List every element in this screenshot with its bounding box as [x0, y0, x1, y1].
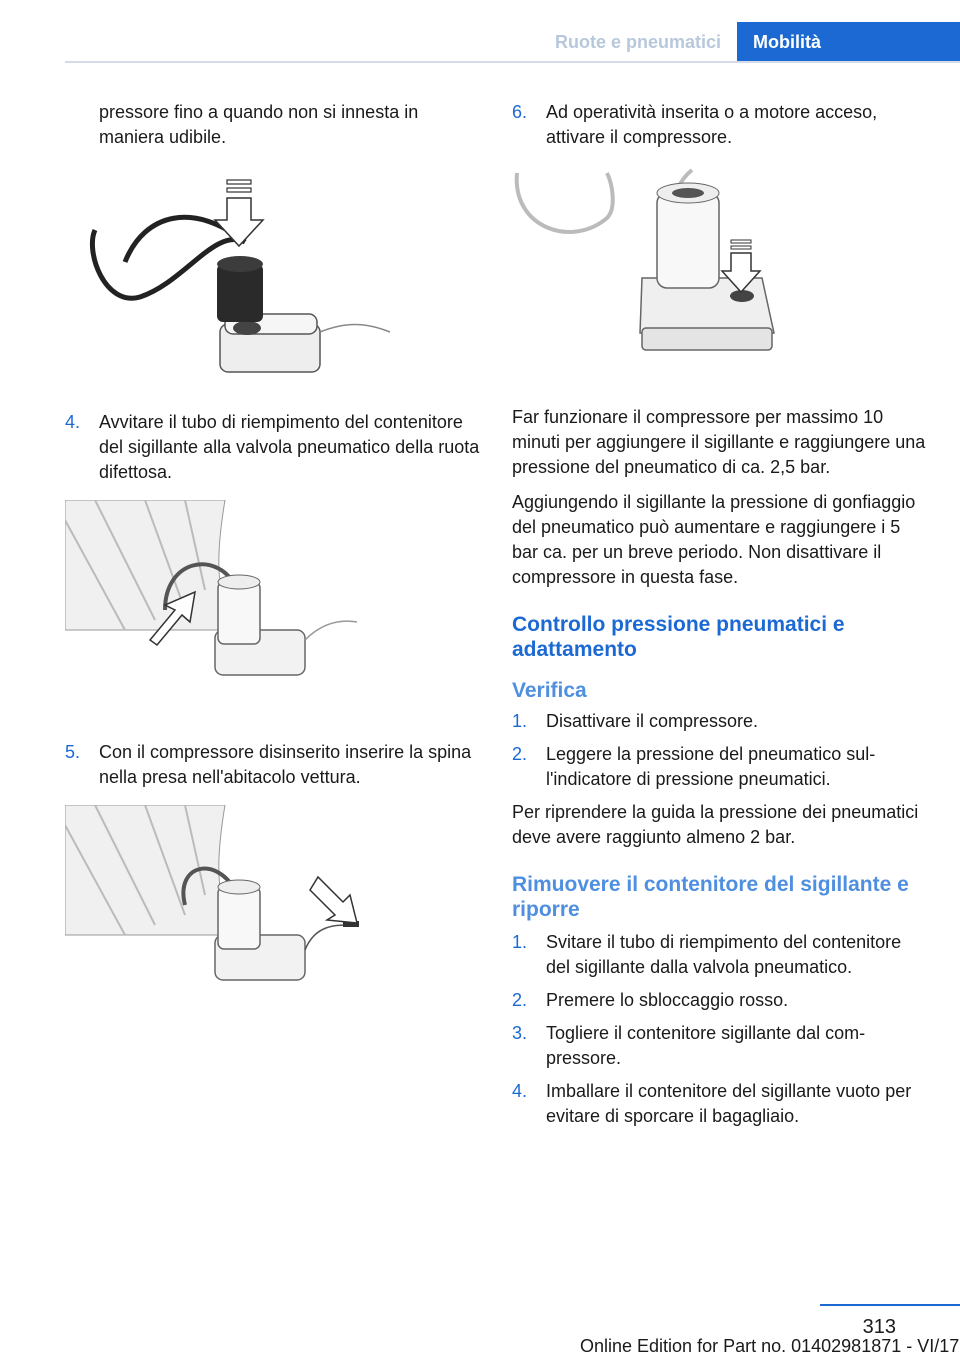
compressor-duration-text: Far funzionare il compressore per massimo 10 minuti per aggiungere il sigillante e raggiungere una pressione del pneumatico di ca. 2,5 bar. — [512, 407, 926, 477]
step-4-text: Avvitare il tubo di riempimento del contenitore del sigillante alla valvola pneumatico della ruota difettosa. — [99, 412, 480, 482]
remove-step-3-text: Togliere il contenitore sigillante dal compressore. — [546, 1023, 866, 1068]
left-step-5 — [65, 740, 485, 790]
plug-socket-illustration — [65, 805, 365, 990]
min-pressure-text: Per riprendere la guida la pressione dei pneumatici deve avere raggiunto almeno 2 bar. — [512, 802, 919, 847]
remove-step-3-number: 3. — [512, 1023, 528, 1043]
check-step-1 — [512, 709, 930, 734]
right-step-6 — [512, 100, 930, 150]
intro-text: pressore fino a quando non si innesta in maniera udibile. — [99, 102, 419, 147]
remove-step-2-text: Premere lo sbloccaggio rosso. — [546, 990, 789, 1010]
check-step-1-text: Disattivare il compressore. — [546, 711, 759, 731]
step-5 — [65, 740, 485, 790]
remove-step-4 — [512, 1079, 930, 1129]
check-step-2 — [512, 742, 930, 792]
edition-footer: Online Edition for Part no. 01402981871 - VI/17 — [580, 1336, 960, 1356]
step-4 — [65, 410, 485, 485]
remove-step-2 — [512, 988, 930, 1013]
remove-step-4-text: Imballare il contenitore del sigillante vuoto per evitare di sporcare il bagagliaio. — [546, 1081, 912, 1126]
compressor-on-illustration — [512, 168, 792, 368]
step-4-number: 4. — [65, 412, 81, 432]
footer-rule — [820, 1304, 960, 1306]
compressor-insert-illustration — [85, 172, 405, 387]
left-column — [65, 100, 485, 150]
pressure-rise-text: Aggiungendo il sigillante la pressione di gonfiaggio del pneumatico può aumentare e raggiungere i 5 bar ca. per un breve periodo. Non disattivare il compressore in questa fase. — [512, 492, 916, 587]
remove-step-1-text: Svitare il tubo di riempimento del contenitore del sigillante dalla valvola pneumatico. — [546, 932, 902, 977]
remove-step-3 — [512, 1021, 930, 1071]
check-step-2-number: 2. — [512, 744, 528, 764]
section-heading-pressure-check: Controllo pressione pneumatici e adattamento — [512, 613, 845, 661]
wheel-valve-illustration — [65, 500, 365, 685]
right-body — [512, 405, 930, 1129]
check-step-2-text: Leggere la pressione del pneumatico sull'indicatore di pressione pneumatici. — [546, 744, 876, 789]
check-step-1-number: 1. — [512, 711, 528, 731]
subheading-remove-container: Rimuovere il contenitore del sigillante e riporre — [512, 873, 909, 921]
subheading-verifica: Verifica — [512, 679, 587, 702]
header-section-tab: Ruote e pneumatici — [554, 32, 721, 52]
header-chapter-tab: Mobilità — [737, 22, 960, 62]
remove-step-4-number: 4. — [512, 1081, 528, 1101]
step-6 — [512, 100, 930, 150]
step-6-text: Ad operatività inserita o a motore acceso, attivare il compressore. — [546, 102, 878, 147]
page-number: 313 — [862, 1316, 896, 1338]
step-5-text: Con il compressore disinserito inserire la spina nella presa nell'abitacolo vettura. — [99, 742, 472, 787]
step-6-number: 6. — [512, 102, 528, 122]
left-step-4 — [65, 410, 485, 485]
remove-step-1-number: 1. — [512, 932, 528, 952]
step-5-number: 5. — [65, 742, 81, 762]
remove-step-2-number: 2. — [512, 990, 528, 1010]
header-rule — [65, 61, 960, 63]
remove-step-1 — [512, 930, 930, 980]
